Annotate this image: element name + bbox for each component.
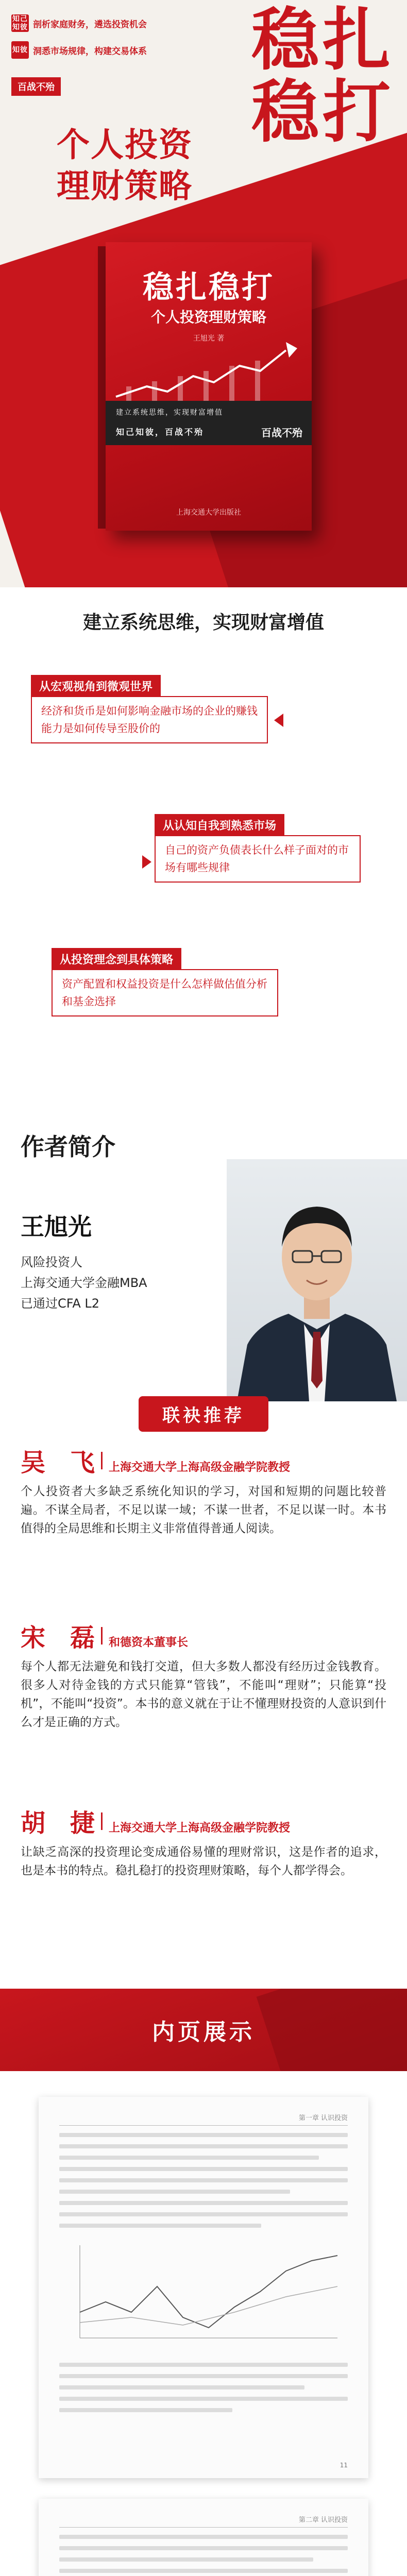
recommender-divider xyxy=(101,1812,103,1830)
book-strip-brand: 百战不殆 xyxy=(261,427,302,439)
inner-page-text-block xyxy=(59,2133,348,2228)
inner-title: 内页展示 xyxy=(152,2019,255,2045)
hero-tag-row-1 xyxy=(11,14,147,32)
features-title: 建立系统思维，实现财富增值 xyxy=(82,612,324,633)
book-subtitle: 个人投资理财策略 xyxy=(150,309,266,326)
hero-big-title xyxy=(251,1,394,152)
book-cover xyxy=(106,242,312,531)
book-black-strip xyxy=(106,401,312,445)
hero-tag-row-2 xyxy=(11,41,147,59)
recommender-title-1: 上海交通大学上海高级金融学院教授 xyxy=(109,1461,291,1474)
inner-page-1 xyxy=(39,2097,368,2478)
recommender-name-1: 吴 飞 xyxy=(21,1448,95,1477)
inner-page-number-1: 11 xyxy=(340,2462,348,2469)
author-photo xyxy=(227,1159,407,1401)
recommender-title-3: 上海交通大学上海高级金融学院教授 xyxy=(109,1822,291,1835)
tag-text-2: 洞悉市场规律，构建交易体系 xyxy=(33,46,147,57)
book-publisher: 上海交通大学出版社 xyxy=(176,509,241,517)
tag-box-2: 知彼 xyxy=(11,41,29,59)
inner-page-header-1: 第一章 认识投资 xyxy=(59,2112,348,2126)
recommend-head-3 xyxy=(21,1803,386,1839)
recommend-item-2 xyxy=(21,1618,386,1732)
recommender-title-2: 和德资本董事长 xyxy=(109,1636,189,1649)
recommender-name-3: 胡 捷 xyxy=(21,1809,95,1838)
hero-big-title-line2: 稳打 xyxy=(251,73,394,152)
feature-item-3 xyxy=(52,948,309,1016)
book-author: 王旭光 著 xyxy=(193,334,225,343)
author-name: 王旭光 xyxy=(21,1213,92,1241)
feature-text-2: 自己的资产负债表长什么样子面对的市场有哪些规律 xyxy=(155,835,361,883)
inner-page-text-block xyxy=(59,2363,348,2412)
author-heading: 作者简介 xyxy=(21,1133,115,1161)
feature-item-2 xyxy=(155,814,371,883)
book-strip-line2: 知己知彼，百战不殆 xyxy=(116,427,205,437)
inner-page-line-chart xyxy=(59,2235,348,2353)
feature-arrow-icon xyxy=(274,714,283,727)
tag-text-1: 剖析家庭财务，遴选投资机会 xyxy=(33,19,147,30)
recommend-head-1 xyxy=(21,1443,386,1478)
recommend-title-wrap xyxy=(0,1396,407,1432)
recommender-divider xyxy=(101,1452,103,1469)
tag-box-1: 知己知彼 xyxy=(12,15,28,31)
rising-arrow-icon xyxy=(106,335,312,407)
feature-text-3: 资产配置和权益投资是什么怎样做估值分析和基金选择 xyxy=(52,969,278,1016)
recommend-title: 联袂推荐 xyxy=(139,1396,268,1432)
recommend-section xyxy=(0,1443,407,1984)
author-line-3: 已通过CFA L2 xyxy=(21,1296,100,1311)
recommend-body-3: 让缺乏高深的投资理论变成通俗易懂的理财常识，这是作者的追求，也是本书的特点。稳扎稳打的投资理财策略，每个人都学得会。 xyxy=(21,1845,386,1877)
hero-big-title-line1: 稳扎 xyxy=(251,1,394,80)
inner-page-header-2: 第二章 认识投资 xyxy=(59,2514,348,2528)
feature-arrow-icon xyxy=(142,855,151,869)
author-line-1: 风险投资人 xyxy=(21,1255,82,1269)
inner-banner xyxy=(0,1989,407,2071)
hero-subtitle-line2: 理财策略 xyxy=(57,167,193,206)
recommend-body-1: 个人投资者大多缺乏系统化知识的学习，对国和短期的问题比较普遍。不谋全局者，不足以谋一域；不谋一世者，不足以谋一时。本书值得的全局思维和长期主义非常值得普通人阅读。 xyxy=(21,1485,386,1535)
hero-subtitle-line1: 个人投资 xyxy=(57,126,193,164)
feature-text-1: 经济和货币是如何影响金融市场的企业的赚钱能力是如何传导至股价的 xyxy=(31,696,268,743)
features-section xyxy=(0,587,407,1097)
feature-pill-2: 从认知自我到熟悉市场 xyxy=(155,814,284,836)
book-title: 稳扎稳打 xyxy=(143,269,275,306)
recommender-name-2: 宋 磊 xyxy=(21,1623,95,1652)
feature-item-1 xyxy=(31,675,289,743)
recommend-body-2: 每个人都无法避免和钱打交道，但大多数人都没有经历过金钱教育。很多人对待金钱的方式只能算“管钱”，不能叫“理财”；只能算“投机”，不能叫“投资”。本书的意义就在于让不懂理财投资的人意识到什么才是正确的方式。 xyxy=(21,1660,386,1729)
author-line-2: 上海交通大学金融MBA xyxy=(21,1276,147,1290)
inner-pages-section xyxy=(0,1989,407,2576)
recommender-divider xyxy=(101,1627,103,1645)
book-strip-line1: 建立系统思维，实现财富增值 xyxy=(116,409,223,417)
inner-page-text-block xyxy=(59,2535,348,2576)
author-portrait-icon xyxy=(227,1159,407,1401)
hero-section xyxy=(0,0,407,587)
hero-slogan: 百战不殆 xyxy=(11,77,61,96)
inner-page-2 xyxy=(39,2499,368,2576)
feature-pill-1: 从宏观视角到微观世界 xyxy=(31,675,161,697)
recommend-item-1 xyxy=(21,1443,386,1538)
recommend-item-3 xyxy=(21,1803,386,1880)
feature-pill-3: 从投资理念到具体策略 xyxy=(52,948,181,970)
recommend-head-2 xyxy=(21,1618,386,1653)
